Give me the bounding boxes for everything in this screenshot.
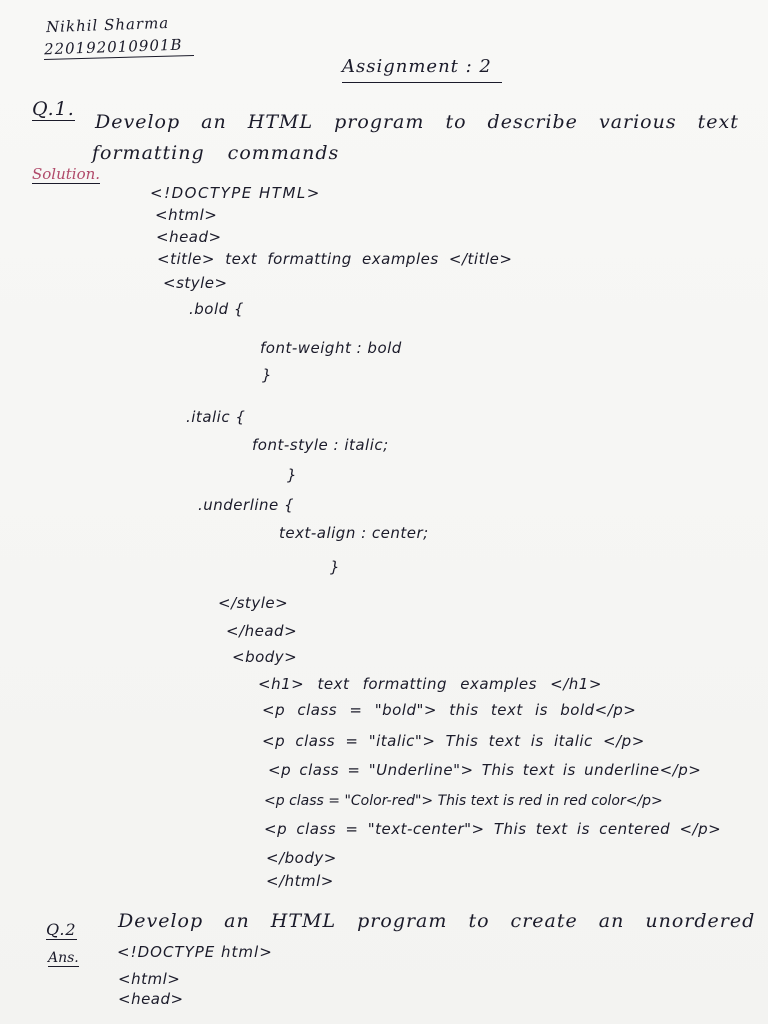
- code-line: <title> text formatting examples </title>: [157, 250, 513, 268]
- code-line: <html>: [155, 206, 218, 224]
- code-line: <p class = "Color-red"> This text is red in red color</p>: [264, 793, 663, 809]
- solution-label: Solution.: [32, 165, 101, 183]
- code-line: .bold {: [189, 300, 244, 318]
- question-1-number: Q.1.: [32, 98, 75, 120]
- code-line: .underline {: [198, 496, 295, 514]
- code-line: <h1> text formatting examples </h1>: [258, 675, 602, 693]
- code-line: <!DOCTYPE html>: [117, 943, 273, 961]
- assignment-title: Assignment : 2: [342, 56, 492, 77]
- question-2-text: Develop an HTML program to create an unordered: [118, 910, 756, 932]
- code-line: <head>: [156, 228, 222, 246]
- code-line: font-weight : bold: [260, 339, 402, 357]
- code-line: }: [330, 558, 341, 576]
- code-line: }: [262, 366, 273, 384]
- code-line: </html>: [266, 872, 334, 890]
- code-line: <head>: [118, 990, 184, 1008]
- code-line: <p class = "text-center"> This text is centered </p>: [264, 820, 722, 838]
- roll-number: 220192010901B: [43, 35, 183, 59]
- code-line: <body>: [232, 648, 298, 666]
- assignment-underline: [342, 82, 502, 83]
- code-line: <p class = "italic"> This text is italic </p>: [262, 732, 645, 750]
- code-line: }: [287, 466, 298, 484]
- question-1-text-line2: formatting commands: [92, 142, 340, 164]
- code-line: font-style : italic;: [252, 436, 389, 454]
- code-line: .italic {: [186, 408, 246, 426]
- question-1-text-line1: Develop an HTML program to describe various text: [95, 111, 739, 133]
- code-line: <style>: [163, 274, 228, 292]
- code-line: </style>: [218, 594, 289, 612]
- code-line: <html>: [118, 970, 181, 988]
- code-line: <p class = "Underline"> This text is underline</p>: [268, 761, 702, 779]
- code-line: </head>: [226, 622, 298, 640]
- code-line: <p class = "bold"> this text is bold</p>: [262, 701, 637, 719]
- question-2-number: Q.2: [46, 920, 77, 939]
- code-line: <!DOCTYPE HTML>: [150, 184, 321, 202]
- answer-label: Ans.: [48, 950, 79, 966]
- student-name: Nikhil Sharma: [45, 13, 170, 37]
- code-line: </body>: [266, 849, 337, 867]
- code-line: text-align : center;: [279, 524, 429, 542]
